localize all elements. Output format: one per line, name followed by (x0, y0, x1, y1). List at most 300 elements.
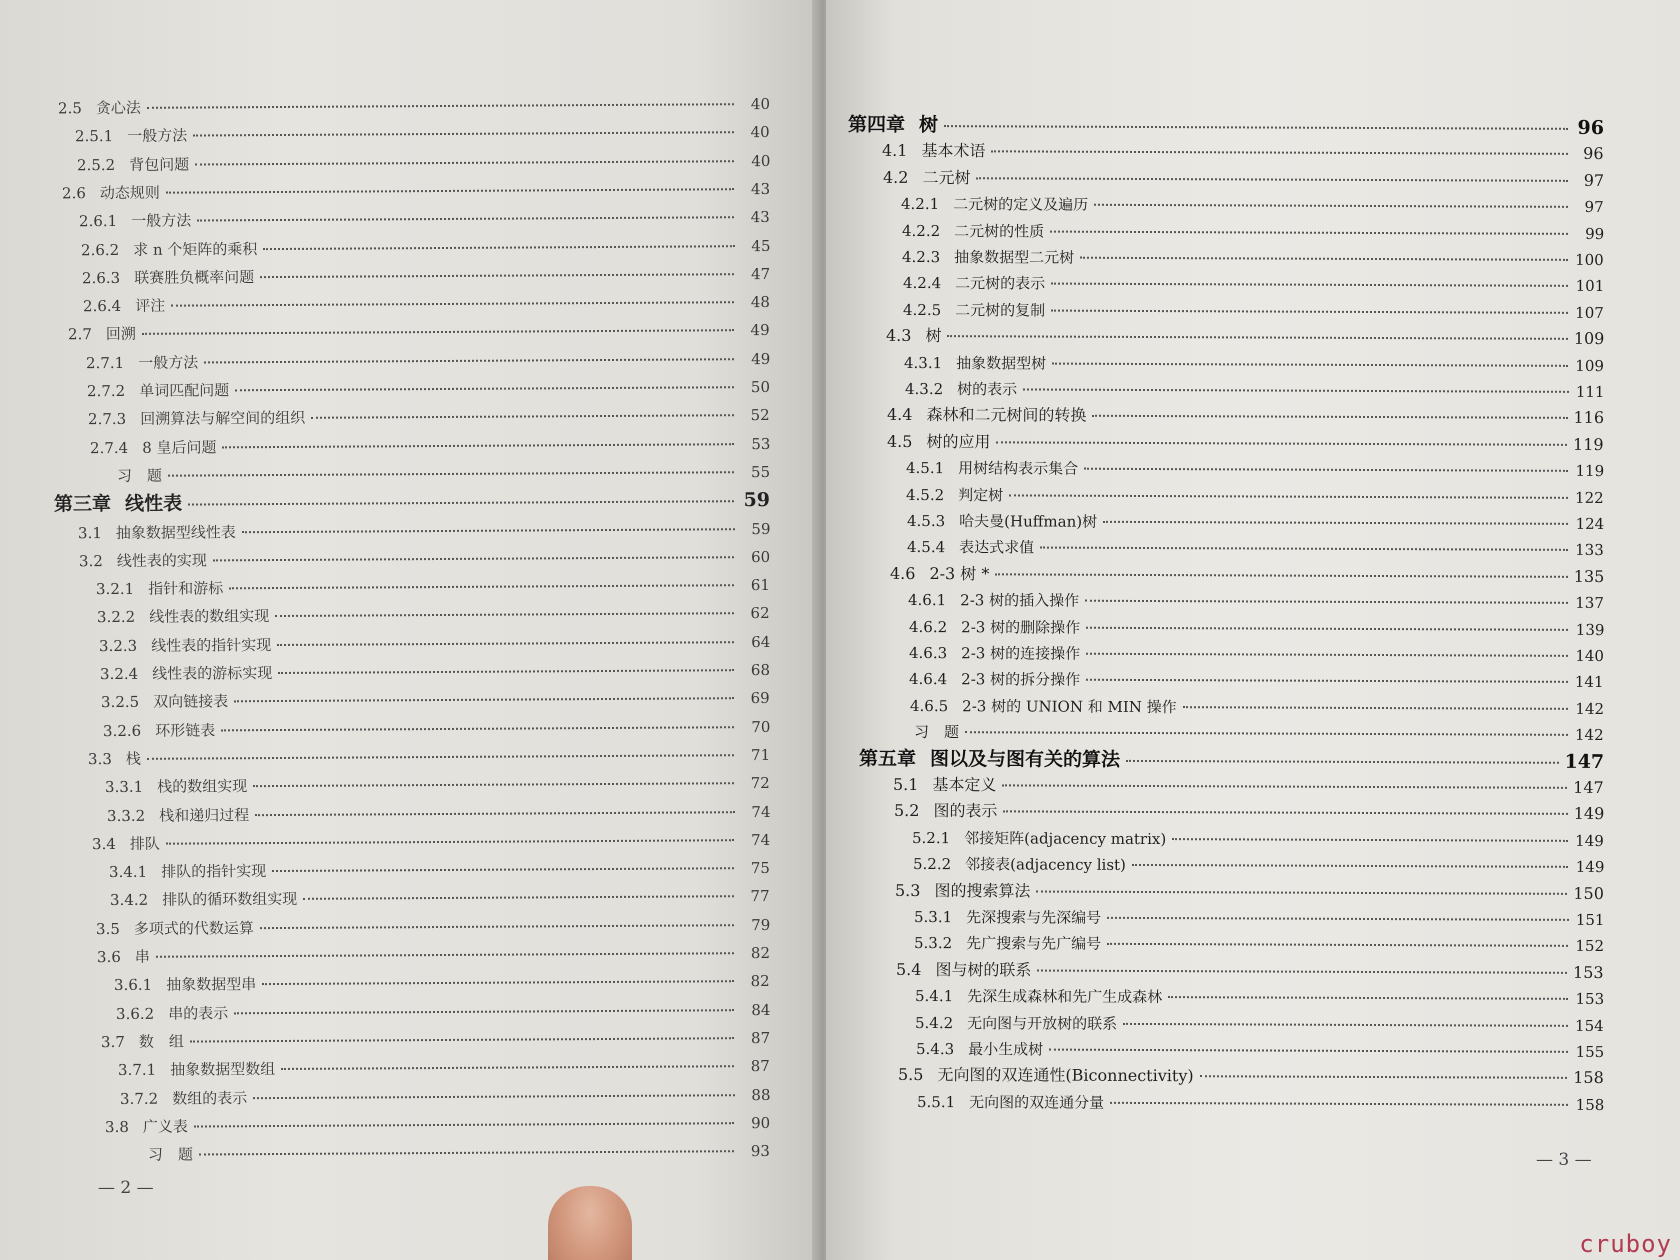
toc-entry-title: 双向链接表 (153, 692, 229, 712)
toc-entry-page: 93 (750, 1142, 771, 1161)
toc-entry-title: 回溯算法与解空间的组织 (140, 409, 306, 429)
toc-entry (907, 511, 1604, 534)
toc-entry-page: 122 (1575, 488, 1605, 507)
toc-entry-page: 109 (1573, 329, 1605, 349)
toc-entry-title: 基本定义 (932, 775, 997, 795)
toc-leader (255, 811, 734, 816)
toc-entry-number: 5.3.2 (913, 934, 953, 953)
toc-entry-number: 3.6 (96, 947, 121, 967)
toc-entry-number: 5.4.2 (915, 1013, 954, 1032)
toc-entry-page: 45 (750, 236, 771, 255)
toc-entry-title: 图以及与图有关的算法 (929, 747, 1120, 771)
toc-entry (90, 434, 771, 458)
watermark-text: cruboy (1579, 1230, 1672, 1258)
toc-entry (909, 617, 1605, 640)
toc-entry-page: 55 (750, 462, 771, 482)
toc-entry-title: 图与树的联系 (935, 959, 1032, 980)
toc-entry (92, 830, 770, 854)
toc-entry (903, 300, 1604, 323)
toc-leader (1003, 784, 1568, 788)
toc-entry-title: 一般方法 (131, 211, 192, 231)
toc-entry-number: 4.6.2 (908, 617, 947, 636)
toc-leader (1084, 468, 1568, 472)
toc-entry (887, 405, 1604, 428)
toc-entry-page: 69 (750, 689, 771, 708)
toc-entry (103, 462, 770, 486)
toc-entry-number: 第四章 (847, 113, 906, 136)
toc-entry-number: 4.5.3 (906, 511, 945, 531)
toc-entry-number: 4.6.5 (909, 696, 949, 715)
toc-entry-page: 49 (750, 349, 771, 368)
toc-entry-title: 线性表 (124, 492, 183, 516)
toc-entry-number: 3.2.1 (96, 579, 135, 599)
toc-leader (1095, 204, 1568, 208)
toc-entry-number: 4.6 (889, 563, 916, 583)
toc-entry (77, 151, 770, 175)
toc-entry-number: 3.6.1 (114, 976, 153, 995)
toc-entry-title: 串 (134, 947, 150, 966)
toc-entry-number: 4.2.1 (901, 195, 940, 214)
toc-entry (83, 292, 770, 316)
toc-entry-number: 3.7.2 (119, 1089, 158, 1108)
toc-entry-number: 4.1 (882, 141, 908, 161)
toc-entry-page: 75 (750, 859, 771, 878)
toc-leader (234, 1009, 734, 1014)
toc-entry-page: 64 (750, 632, 771, 651)
toc-entry (68, 320, 770, 344)
toc-entry-page: 71 (750, 745, 771, 765)
toc-entry-page: 49 (750, 321, 771, 340)
toc-entry-page: 72 (750, 774, 771, 793)
toc-entry-number: 4.2.5 (903, 300, 942, 319)
toc-entry-number: 3.7 (100, 1032, 125, 1051)
toc-entry-page: 96 (1577, 116, 1605, 139)
toc-leader (1172, 838, 1568, 842)
toc-entry (97, 943, 770, 967)
toc-entry-page: 109 (1575, 356, 1605, 375)
toc-leader (171, 301, 734, 306)
toc-leader (1037, 890, 1568, 894)
toc-entry-number: 5.4.1 (914, 987, 954, 1006)
toc-leader (992, 151, 1568, 156)
toc-leader (1038, 969, 1568, 973)
toc-entry (134, 1141, 770, 1165)
toc-entry-title: 二元树的表示 (954, 274, 1045, 293)
toc-entry-number: 3.3 (87, 749, 112, 769)
toc-entry (103, 717, 771, 741)
toc-entry (82, 264, 770, 288)
toc-entry-number: 4.6.4 (909, 670, 948, 689)
toc-entry-title: 二元树 (922, 167, 971, 188)
toc-entry-title: 图的表示 (933, 801, 998, 821)
toc-entry-number: 5.5.1 (916, 1092, 955, 1111)
left-page (0, 0, 820, 1260)
toc-entry-page: 43 (750, 179, 771, 199)
toc-entry-number: 第五章 (858, 747, 916, 770)
toc-leader (947, 335, 1567, 340)
toc-leader (195, 160, 734, 165)
toc-entry-number: 4.2.3 (902, 247, 941, 267)
toc-entry-number: 4.4 (886, 405, 913, 425)
toc-entry-title: 森林和二元树间的转换 (926, 405, 1087, 426)
toc-entry-number: 2.7.1 (85, 353, 124, 372)
toc-entry-title: 用树结构表示集合 (957, 459, 1079, 478)
toc-entry-number: 4.3.1 (904, 353, 943, 372)
toc-leader (166, 839, 734, 844)
toc-entry-title: 线性表的实现 (116, 551, 207, 570)
toc-leader (1080, 257, 1568, 261)
toc-entry-page: 60 (750, 547, 771, 566)
toc-entry (101, 688, 770, 712)
toc-entry-title: 抽象数据型串 (166, 975, 257, 994)
toc-entry (116, 1000, 771, 1024)
toc-entry-title: 2-3 树的连接操作 (961, 644, 1081, 663)
toc-leader (241, 528, 734, 533)
toc-entry-page: 96 (1583, 144, 1605, 164)
toc-entry (77, 519, 770, 543)
toc-entry-title: 单词匹配问题 (139, 381, 230, 400)
toc-entry-title: 二元树的复制 (955, 300, 1046, 320)
toc-entry-title: 邻接表(adjacency list) (964, 855, 1126, 875)
toc-entry (895, 881, 1604, 904)
toc-entry-title: 2-3 树的拆分操作 (961, 670, 1081, 690)
toc-entry (902, 221, 1604, 244)
toc-leader (976, 177, 1568, 182)
toc-entry-number: 2.7 (68, 325, 93, 344)
toc-leader (1086, 653, 1568, 657)
toc-entry-title: 判定树 (958, 485, 1004, 504)
toc-entry-title: 指针和游标 (148, 579, 224, 598)
toc-leader (1051, 283, 1568, 287)
toc-entry-title: 基本术语 (921, 141, 986, 161)
toc-entry (75, 122, 770, 146)
toc-entry-page: 149 (1575, 858, 1605, 877)
toc-entry-page: 87 (750, 1057, 771, 1076)
toc-leader (1168, 996, 1568, 1000)
toc-entry-page: 116 (1573, 408, 1605, 428)
toc-leader (304, 896, 734, 901)
toc-entry (114, 971, 770, 995)
toc-entry (900, 722, 1604, 745)
toc-entry (110, 886, 770, 910)
toc-entry (882, 141, 1604, 164)
toc-leader (188, 500, 734, 505)
toc-entry (901, 194, 1604, 217)
toc-entry-title: 习 题 (148, 1145, 194, 1164)
toc-entry-title: 排队 (129, 834, 160, 853)
toc-entry-title: 广义表 (142, 1117, 188, 1136)
toc-entry-page: 88 (750, 1085, 771, 1104)
toc-entry-page: 84 (750, 1000, 771, 1019)
toc-leader (229, 584, 734, 589)
toc-leader (1023, 388, 1568, 392)
toc-entry (908, 590, 1604, 613)
toc-entry-page: 147 (1573, 777, 1605, 797)
toc-leader (260, 273, 734, 278)
toc-entry-page: 79 (750, 915, 771, 934)
toc-entry (62, 179, 770, 203)
toc-entry-number: 2.5.2 (76, 155, 115, 174)
toc-entry-title: 线性表的数组实现 (149, 607, 270, 627)
toc-entry-title: 习 题 (914, 723, 960, 742)
toc-entry (88, 405, 770, 429)
toc-leader (1085, 600, 1568, 604)
toc-entry (88, 745, 770, 769)
toc-leader (1107, 943, 1568, 947)
toc-entry-title: 数组的表示 (171, 1088, 247, 1108)
toc-entry-page: 137 (1575, 594, 1605, 613)
toc-entry (100, 660, 770, 684)
toc-entry-title: 树 (925, 326, 942, 346)
toc-leader (276, 613, 734, 618)
toc-entry-number: 4.5.4 (907, 538, 946, 557)
toc-entry (105, 1113, 770, 1137)
left-toc-list (0, 0, 820, 1260)
toc-entry-page: 47 (750, 264, 771, 283)
toc-entry (912, 828, 1604, 851)
toc-entry (913, 854, 1604, 877)
toc-entry-page: 61 (750, 576, 771, 595)
toc-leader (1009, 494, 1568, 498)
toc-entry-page: 97 (1584, 198, 1605, 217)
toc-entry-title: 无向图的双连通性(Biconnectivity) (937, 1065, 1194, 1086)
toc-leader (234, 698, 734, 703)
toc-leader (281, 1065, 734, 1070)
toc-leader (272, 867, 734, 872)
toc-leader (1086, 626, 1568, 630)
toc-leader (194, 1122, 734, 1127)
toc-entry-title: 2-3 树 * (929, 563, 990, 584)
toc-entry-title: 哈夫曼(Huffman)树 (958, 512, 1097, 531)
toc-leader (997, 441, 1568, 445)
toc-entry-number: 5.4.3 (915, 1039, 954, 1059)
toc-leader (1003, 811, 1567, 815)
toc-leader (1040, 547, 1568, 551)
toc-entry-number: 5.2.2 (912, 855, 951, 874)
toc-entry-title: 二元树的定义及遍历 (953, 195, 1089, 214)
toc-entry (848, 115, 1604, 138)
toc-entry-page: 135 (1573, 566, 1605, 586)
toc-entry-page: 149 (1575, 831, 1605, 850)
toc-entry-title: 表达式求值 (959, 538, 1035, 557)
toc-entry-page: 153 (1573, 962, 1605, 982)
toc-leader (204, 358, 734, 363)
right-page (826, 0, 1680, 1260)
toc-leader (193, 132, 734, 137)
toc-entry-page: 68 (750, 661, 771, 680)
toc-leader (1132, 864, 1568, 868)
toc-entry-title: 串的表示 (167, 1003, 228, 1023)
toc-entry-title: 背包问题 (128, 155, 189, 174)
toc-entry-page: 133 (1575, 541, 1605, 560)
toc-entry-title: 2-3 树的删除操作 (960, 617, 1080, 637)
toc-entry-title: 评注 (135, 296, 166, 315)
toc-entry-title: 栈 (125, 749, 141, 768)
toc-entry-title: 抽象数据型数组 (170, 1060, 276, 1079)
toc-entry (96, 915, 770, 939)
toc-leader (235, 386, 734, 391)
toc-entry (106, 802, 770, 826)
toc-entry-page: 119 (1573, 434, 1605, 454)
toc-entry-number: 4.2 (882, 167, 909, 187)
toc-entry (894, 801, 1604, 824)
toc-leader (1126, 760, 1558, 764)
toc-leader (168, 471, 734, 476)
toc-entry-page: 119 (1575, 462, 1605, 481)
toc-entry-page: 82 (750, 944, 771, 963)
toc-entry-number: 3.2.2 (97, 608, 136, 627)
toc-leader (147, 103, 734, 109)
toc-entry (887, 432, 1604, 455)
toc-entry (890, 564, 1604, 587)
toc-leader (199, 1150, 734, 1155)
toc-entry-number: 4.5 (887, 431, 913, 451)
toc-entry (109, 858, 770, 882)
toc-entry-title: 一般方法 (137, 353, 198, 372)
toc-entry-number: 第三章 (53, 493, 112, 516)
toc-entry-page: 152 (1575, 937, 1605, 956)
toc-entry (896, 960, 1604, 983)
toc-entry-title: 环形链表 (154, 720, 215, 740)
toc-entry-title: 先深搜索与先深编号 (965, 908, 1101, 927)
toc-entry-page: 99 (1584, 224, 1605, 243)
toc-entry-page: 141 (1575, 673, 1605, 692)
toc-leader (1107, 917, 1568, 921)
toc-entry (909, 669, 1604, 692)
toc-entry-number: 3.2.4 (99, 664, 139, 684)
toc-entry-number: 2.6 (61, 184, 86, 203)
toc-entry-title: 树的表示 (956, 380, 1017, 399)
toc-entry-page: 48 (750, 293, 771, 312)
toc-entry (79, 207, 770, 231)
toc-entry-number: 2.6.3 (81, 268, 121, 288)
toc-entry-title: 邻接矩阵(adjacency matrix) (964, 829, 1167, 848)
toc-entry (119, 1085, 770, 1109)
toc-entry (902, 247, 1604, 270)
toc-entry-number: 3.4 (91, 834, 116, 853)
toc-entry-title: 动态规则 (99, 183, 160, 202)
toc-entry-title: 联赛胜负概率问题 (133, 267, 255, 287)
toc-leader (1051, 309, 1568, 313)
toc-entry-title: 求 n 个矩阵的乘积 (132, 239, 257, 259)
toc-entry-title: 栈的数组实现 (157, 777, 248, 796)
toc-entry (101, 1028, 770, 1052)
toc-entry (914, 933, 1604, 956)
toc-entry-number: 2.7.4 (89, 438, 128, 457)
toc-leader (253, 1094, 734, 1099)
toc-entry-number: 5.3 (895, 880, 921, 900)
toc-entry-number: 2.6.2 (80, 240, 119, 259)
toc-leader (147, 754, 734, 760)
toc-entry-page: 147 (1564, 750, 1605, 773)
toc-entry-title: 线性表的游标实现 (152, 664, 273, 683)
toc-leader (944, 125, 1568, 130)
toc-entry (906, 458, 1604, 481)
toc-leader (1103, 521, 1568, 525)
toc-entry-page: 50 (750, 378, 771, 397)
toc-entry (86, 349, 770, 373)
toc-entry-title: 先广搜索与先广编号 (966, 934, 1102, 954)
toc-entry (886, 326, 1604, 349)
toc-entry-title: 习 题 (116, 466, 162, 485)
toc-entry-title: 多项式的代数运算 (133, 918, 254, 938)
toc-entry-number: 3.6.2 (115, 1004, 154, 1023)
toc-entry-number: 2.5.1 (75, 127, 114, 146)
toc-entry-page: 151 (1575, 910, 1605, 929)
toc-entry-number: 2.6.4 (83, 297, 122, 316)
toc-entry-page: 82 (750, 972, 771, 991)
toc-entry (910, 696, 1604, 719)
toc-entry-number: 5.4 (896, 959, 922, 979)
toc-entry-number: 3.2.6 (102, 721, 141, 740)
toc-entry-page: 40 (750, 95, 771, 114)
toc-entry-page: 139 (1575, 620, 1605, 639)
toc-entry (859, 748, 1604, 771)
toc-entry-title: 线性表的指针实现 (150, 635, 271, 655)
toc-entry (904, 353, 1604, 376)
toc-entry-title: 排队的指针实现 (161, 862, 267, 881)
toc-entry-title: 抽象数据型二元树 (954, 248, 1075, 267)
toc-leader (156, 952, 734, 958)
toc-entry (58, 94, 770, 118)
toc-entry-title: 抽象数据型树 (956, 353, 1047, 373)
toc-entry-number: 2.7.2 (86, 381, 126, 401)
toc-leader (1123, 1022, 1568, 1026)
toc-entry-number: 3.7.1 (118, 1060, 157, 1080)
toc-entry-page: 154 (1575, 1016, 1605, 1035)
toc-entry (97, 603, 770, 627)
toc-entry-title: 8 皇后问题 (141, 437, 217, 457)
toc-entry-page: 111 (1575, 382, 1605, 401)
toc-leader (1087, 679, 1568, 683)
toc-entry (79, 547, 770, 571)
toc-entry-number: 3.4.2 (110, 891, 149, 910)
toc-entry-page: 158 (1573, 1068, 1605, 1088)
toc-leader (263, 245, 734, 250)
toc-entry (913, 907, 1604, 930)
thumb-image (548, 1186, 632, 1260)
toc-entry (893, 775, 1604, 798)
toc-entry-number: 3.3.1 (105, 778, 144, 797)
toc-entry (118, 1056, 770, 1080)
toc-leader (965, 731, 1568, 736)
toc-entry (915, 1013, 1604, 1036)
toc-entry-number: 2.6.1 (79, 212, 118, 231)
toc-entry (904, 379, 1604, 402)
toc-leader (995, 573, 1567, 577)
toc-entry-title: 先深生成森林和先广生成森林 (966, 987, 1163, 1007)
toc-entry (99, 632, 770, 656)
toc-entry-page: 124 (1575, 514, 1605, 533)
toc-entry-page: 53 (750, 434, 771, 453)
toc-entry-page: 155 (1575, 1042, 1605, 1061)
toc-leader (1092, 415, 1567, 419)
toc-entry-number: 4.6.3 (908, 643, 948, 663)
left-page-number: — 2 — (98, 1178, 154, 1198)
right-page-number: — 3 — (1536, 1150, 1592, 1170)
toc-entry-title: 贪心法 (95, 98, 141, 118)
toc-entry-title: 无向图的双连通分量 (968, 1093, 1104, 1112)
toc-entry-page: 70 (750, 717, 771, 736)
toc-entry-number: 4.3 (885, 326, 912, 346)
toc-entry-page: 158 (1575, 1095, 1605, 1114)
toc-entry-page: 101 (1575, 277, 1605, 296)
toc-entry-page: 40 (750, 123, 771, 142)
toc-entry-number: 4.2.4 (902, 274, 941, 293)
toc-entry (87, 377, 770, 401)
toc-entry-page: 149 (1573, 804, 1605, 824)
toc-entry-number: 3.2.3 (98, 636, 137, 655)
